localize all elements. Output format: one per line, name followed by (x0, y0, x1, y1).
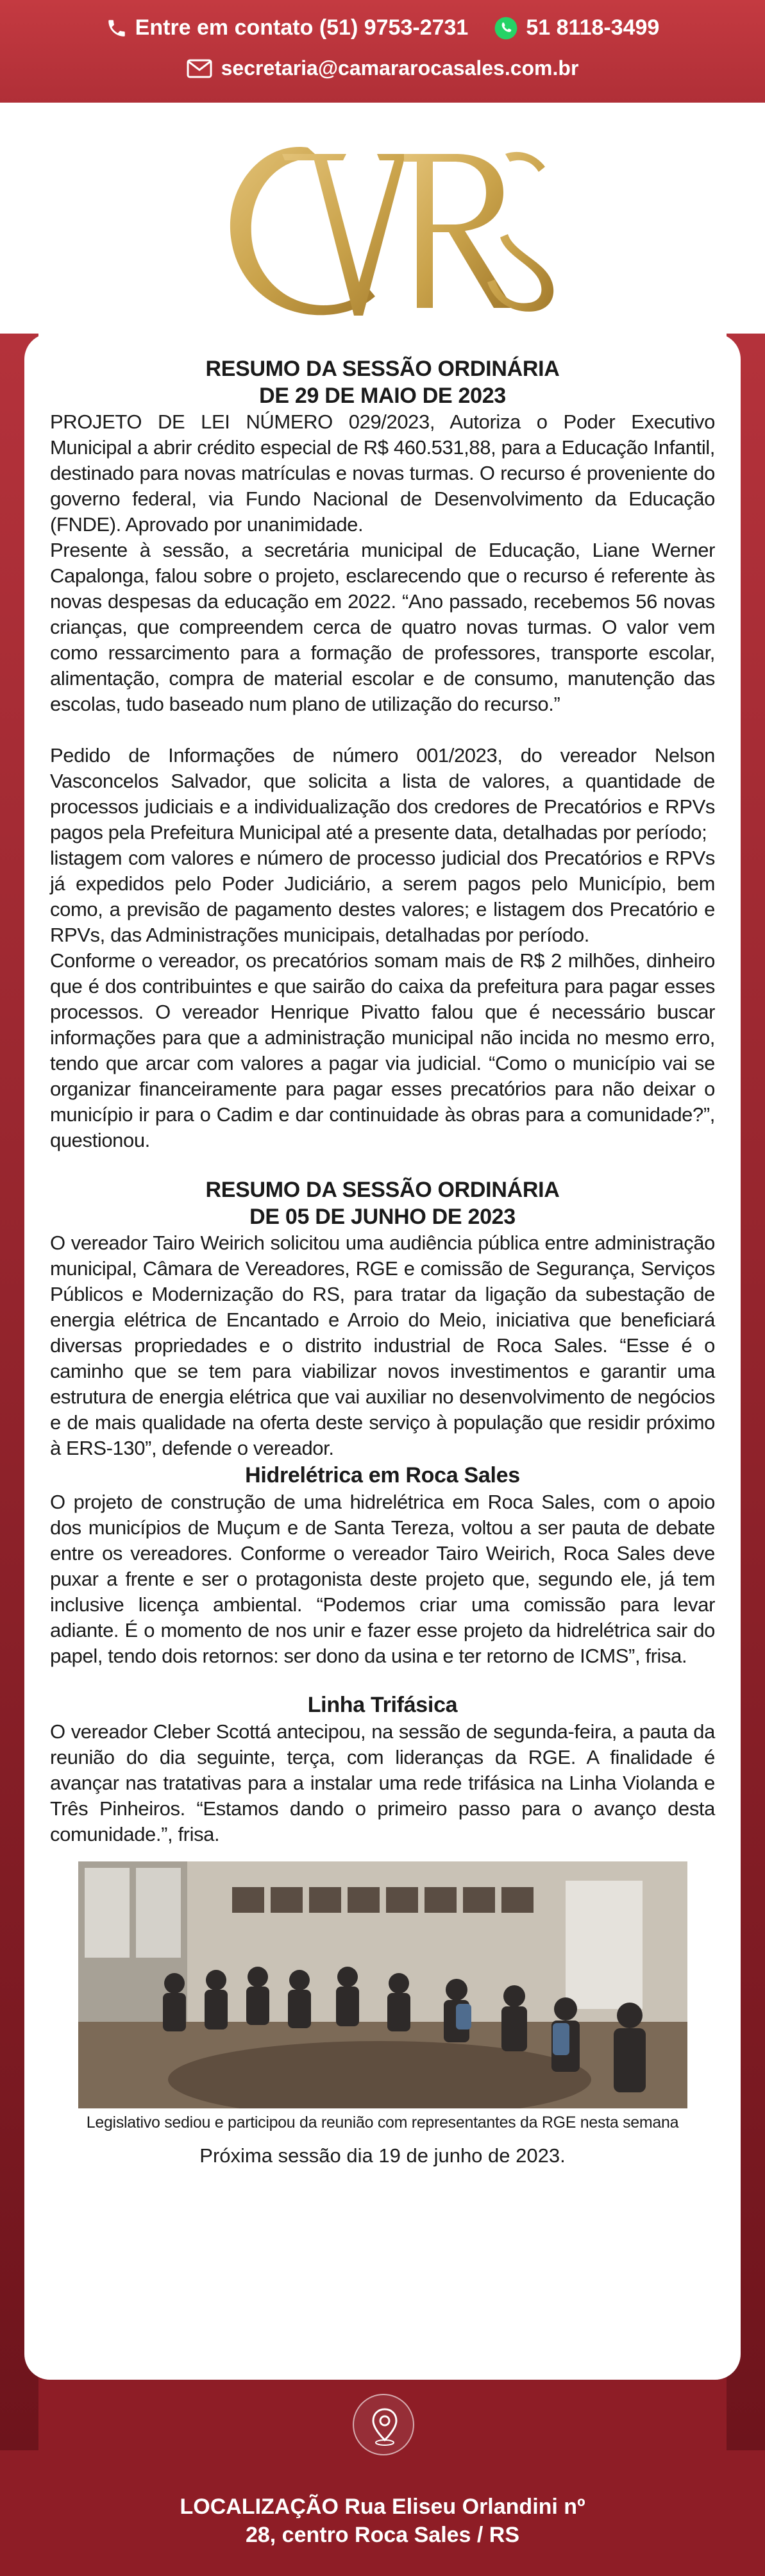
meeting-photo (78, 1861, 687, 2108)
phone-contact[interactable] (106, 15, 469, 40)
location-text (0, 2493, 765, 2549)
session1-paragraph-2: Presente à sessão, a secretária municipal de Educação, Liane Werner Capalonga, falou sobre o projeto, esclarecendo que o recurso é referente às novas despesas da educação em 2022. “Ano passado, recebemos 56 novas crianças, que compreendem cerca de quatro novas turmas. O valor vem como ressarcimento para a formação de professores, transporte escolar, alimentação, compra de material escolar e de consumo, manutenção das escolas, tudo baseado num plano de utilização do recurso.” (50, 539, 715, 715)
session2-paragraph-2: O projeto de construção de uma hidrelétrica em Roca Sales, com o apoio dos municípios de Muçum e de Santa Tereza, voltou a ser pauta de debate entre os vereadores. Conforme o vereador Tairo Weirich, Roca Sales deve puxar a frente e ser o protagonista deste projeto que, segundo ele, já tem inclusive licença ambiental. “Podemos criar uma comissão para levar adiante. É o momento de nos unir e fazer esse projeto da hidrelétrica sair do papel, tendo dois retornos: ser dono da usina e ter retorno de ICMS”, frisa. (50, 1491, 715, 1667)
session2-title-line2: DE 05 DE JUNHO DE 2023 (249, 1205, 516, 1229)
next-session-text: Próxima sessão dia 19 de junho de 2023. (199, 2144, 566, 2167)
phone-icon (106, 17, 128, 39)
location-pin-badge (353, 2394, 414, 2455)
session2-paragraph-1: O vereador Tairo Weirich solicitou uma audiência pública entre administração municipal, Câmara de Vereadores, RGE e comissão de Segurança, Serviços Públicos e Modernização do RS, para tratar da ligação da subestação de energia elétrica de Encantado e Arroio do Meio, iniciativa que beneficiará diversas propriedades e o distrito industrial de Roca Sales. “Esse é o caminho que se tem para viabilizar novos investimentos e garantir uma estrutura de energia elétrica que vai auxiliar no desenvolvimento de negócios e de mais qualidade na oferta deste serviço à população que residir próximo à ERS-130”, defende o vereador. (50, 1232, 715, 1459)
location-line1: LOCALIZAÇÃO Rua Eliseu Orlandini nº (180, 2495, 585, 2519)
hidreletrica-subtitle: Hidrelétrica em Roca Sales (245, 1463, 520, 1487)
photo-caption: Legislativo sediou e participou da reunião com representantes da RGE nesta semana (86, 2114, 679, 2131)
session1-paragraph-3: Pedido de Informações de número 001/2023, do vereador Nelson Vasconcelos Salvador, que solicita a lista de valores, a quantidade de processos judiciais e a individualização dos credores de Precatórios e RPVs pagos pela Prefeitura Municipal até a presente data, detalhadas por período; (50, 744, 715, 843)
envelope-icon (187, 59, 212, 78)
footer (0, 2380, 765, 2576)
meeting-photo-illustration (78, 1861, 687, 2108)
content-card (24, 334, 741, 2380)
logo-area (0, 103, 765, 346)
session1-paragraph-1: PROJETO DE LEI NÚMERO 029/2023, Autoriza o Poder Executivo Municipal a abrir crédito especial de R$ 460.531,88, para a Educação Infantil, destinado para novas matrículas e novas turmas. O recurso é proveniente do governo federal, via Fundo Nacional de Desenvolvimento da Educação (FNDE). Aprovado por unanimidade. (50, 411, 715, 536)
session1-title-line2: DE 29 DE MAIO DE 2023 (259, 384, 506, 408)
session2-paragraph-3: O vereador Cleber Scottá antecipou, na sessão de segunda-feira, a pauta da reunião do dia seguinte, terça, com lideranças da RGE. A finalidade é avançar nas tratativas para a instalar uma rede trifásica na Linha Violanda e Três Pinheiros. “Estamos dando o primeiro passo para o avanço desta comunidade.”, frisa. (50, 1720, 715, 1845)
email-contact[interactable] (0, 56, 765, 80)
session2-title-line1: RESUMO DA SESSÃO ORDINÁRIA (205, 1178, 560, 1202)
session2-title (50, 1176, 715, 1230)
session1-paragraph-4: listagem com valores e número de processo judicial dos Precatórios e RPVs já expedidos pelo Poder Judiciário, a serem pagos pelo Município, bem como, a previsão de pagamento destes valores; e listagem dos Precatório e RPVs, das Administrações municipais, detalhadas por período. (50, 847, 715, 946)
whatsapp-icon (494, 16, 518, 40)
location-line2: 28, centro Roca Sales / RS (245, 2523, 520, 2547)
contact-row (0, 15, 765, 40)
whatsapp-text: 51 8118-3499 (526, 15, 660, 40)
email-text: secretaria@camararocasales.com.br (221, 56, 579, 80)
location-pin-icon (354, 2395, 416, 2457)
session1-title (50, 355, 715, 409)
session1-paragraph-5: Conforme o vereador, os precatórios somam mais de R$ 2 milhões, dinheiro que é dos contribuintes e que sairão do caixa da prefeitura para pagar esses processos. O vereador Henrique Pivatto falou que é necessário buscar informações para que a administração municipal não incida no mesmo erro, tendo que arcar com valores a pagar via judicial. “Como o município vai se organizar financeiramente para pagar esses precatórios para não deixar o município ir para o Cadim e dar continuidade às obras para a comunidade?”, questionou. (50, 949, 715, 1151)
header-band (0, 0, 765, 103)
phone-text: Entre em contato (51) 9753-2731 (135, 15, 469, 40)
session1-title-line1: RESUMO DA SESSÃO ORDINÁRIA (205, 357, 560, 381)
cvrs-logo (212, 128, 558, 334)
linha-trifasica-subtitle: Linha Trifásica (307, 1693, 458, 1717)
whatsapp-contact[interactable] (494, 15, 659, 40)
